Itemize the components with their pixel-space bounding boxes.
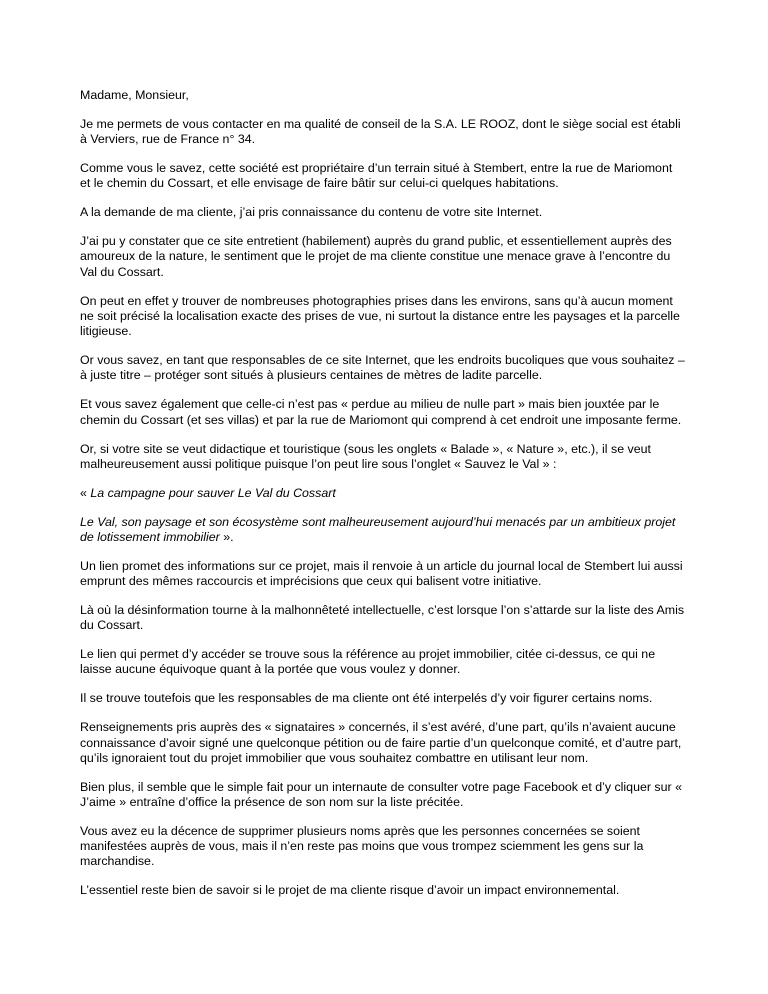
paragraph: Il se trouve toutefois que les responsables de ma cliente ont été interpelés d’y voir figurer certains noms. bbox=[80, 691, 653, 706]
paragraph: Bien plus, il semble que le simple fait pour un internaute de consulter votre page Facebook et d’y cliquer sur « J’aime » entraîne d’office la présence de son nom sur la liste précitée. bbox=[80, 779, 682, 809]
quote-open-mark: « bbox=[80, 485, 91, 500]
paragraph: On peut en effet y trouver de nombreuses photographies prises dans les environs, sans qu’à aucun moment ne soit précisé la localisation exacte des prises de vue, ni surtout la distance entre les paysages et la parcelle litigieuse. bbox=[80, 293, 680, 339]
salutation: Madame, Monsieur, bbox=[80, 88, 189, 102]
letter-body bbox=[80, 88, 685, 912]
paragraph: Renseignements pris auprès des « signataires » concernés, il s’est avéré, d’une part, qu’ils n’avaient aucune connaissance d’avoir signé une quelconque pétition ou de faire partie d’un quelconque comité, et d’autre part, qu’ils ignoraient tout du projet immobilier que vous souhaitez combattre en utilisant leur nom. bbox=[80, 720, 682, 765]
paragraph: Comme vous le savez, cette société est propriétaire d’un terrain situé à Stembert, entre la rue de Mariomont et le chemin du Cossart, et elle envisage de faire bâtir sur celui-ci quelques habitations. bbox=[80, 161, 673, 191]
quote-title: La campagne pour sauver Le Val du Cossart bbox=[90, 485, 336, 500]
quote-close-mark: ». bbox=[219, 529, 234, 544]
quote-body: Le Val, son paysage et son écosystème sont malheureusement aujourd’hui menacés par un ambitieux projet de lotissement immobilier bbox=[80, 514, 676, 544]
paragraph: Et vous savez également que celle-ci n’est pas « perdue au milieu de nulle part » mais bien jouxtée par le chemin du Cossart (et ses villas) et par la rue de Mariomont qui comprend à cet endroit une imposante ferme. bbox=[80, 397, 682, 427]
paragraph: Vous avez eu la décence de supprimer plusieurs noms après que les personnes concernées se soient manifestées auprès de vous, mais il n’en reste pas moins que vous trompez sciemment les gens sur la marchandise. bbox=[80, 823, 644, 869]
paragraph: Or vous savez, en tant que responsables de ce site Internet, que les endroits bucoliques que vous souhaitez – à juste titre – protéger sont situés à plusieurs centaines de mètres de ladite parcelle. bbox=[80, 353, 685, 383]
quote-title-line bbox=[80, 486, 685, 501]
paragraph: J’ai pu y constater que ce site entretient (habilement) auprès du grand public, et essentiellement auprès des amoureux de la nature, le sentiment que le projet de ma cliente constitue une menace grave à l’encontre du Val du Cossart. bbox=[80, 234, 672, 279]
paragraph: A la demande de ma cliente, j’ai pris connaissance du contenu de votre site Internet. bbox=[80, 205, 543, 220]
paragraph: L’essentiel reste bien de savoir si le projet de ma cliente risque d’avoir un impact environnemental. bbox=[80, 883, 620, 898]
paragraph: Le lien qui permet d’y accéder se trouve sous la référence au projet immobilier, citée ci-dessus, ce qui ne laisse aucune équivoque quant à la portée que vous voulez y donner. bbox=[80, 647, 656, 677]
paragraph: Là où la désinformation tourne à la malhonnêteté intellectuelle, c’est lorsque l’on s’attarde sur la liste des Amis du Cossart. bbox=[80, 602, 685, 633]
paragraph: Un lien promet des informations sur ce projet, mais il renvoie à un article du journal local de Stembert lui aussi emprunt des mêmes raccourcis et imprécisions que ceux qui balisent votre initiative. bbox=[80, 558, 683, 589]
paragraph: Or, si votre site se veut didactique et touristique (sous les onglets « Balade », « Nature », etc.), il se veut malheureusement aussi politique puisque l’on peut lire sous l’onglet « Sauvez le Val » : bbox=[80, 441, 651, 471]
paragraph: Je me permets de vous contacter en ma qualité de conseil de la S.A. LE ROOZ, dont le siège social est établi à Verviers, rue de France n° 34. bbox=[80, 116, 681, 147]
quote-body-line bbox=[80, 515, 685, 546]
